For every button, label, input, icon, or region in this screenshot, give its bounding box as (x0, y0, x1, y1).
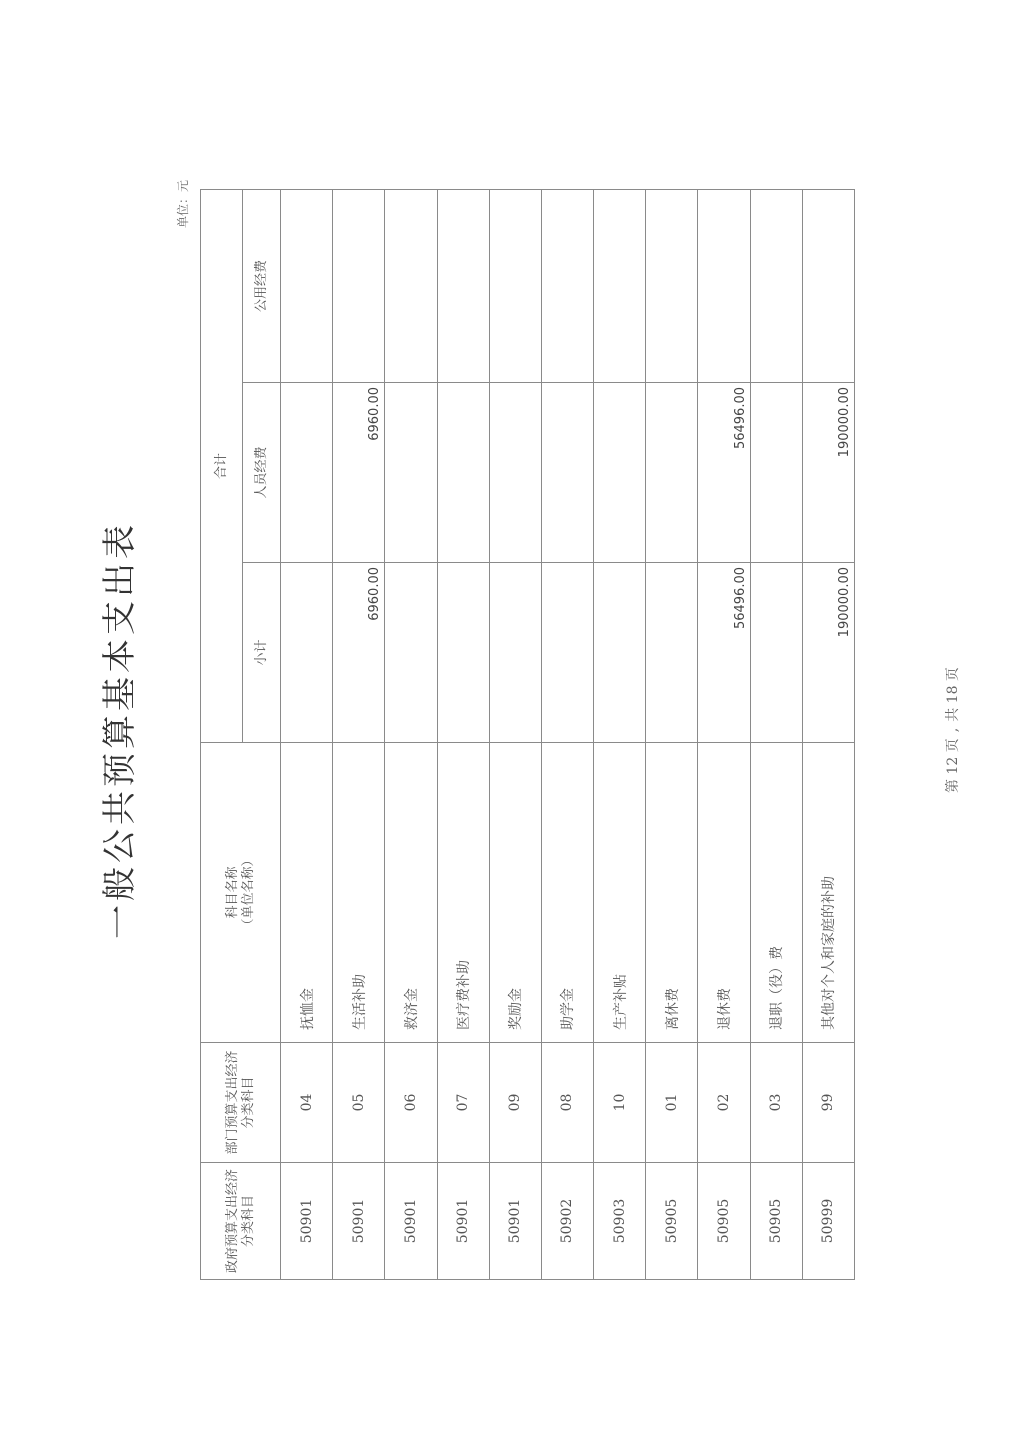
cell-personnel (281, 383, 333, 563)
cell-public (333, 189, 385, 382)
cell-name: 救济金 (385, 743, 437, 1043)
cell-gov-code: 50903 (594, 1163, 646, 1280)
cell-dept-code: 03 (750, 1043, 802, 1163)
cell-personnel (541, 383, 593, 563)
cell-subtotal (594, 563, 646, 743)
cell-subtotal (750, 563, 802, 743)
table-row (333, 189, 385, 1279)
cell-dept-code: 01 (646, 1043, 698, 1163)
rotated-sheet (100, 180, 961, 1280)
cell-gov-code: 50905 (698, 1163, 750, 1280)
header-dept-code: 部门预算支出经济分类科目 (201, 1043, 281, 1163)
cell-name: 助学金 (541, 743, 593, 1043)
cell-public (385, 189, 437, 382)
cell-subtotal (281, 563, 333, 743)
cell-personnel (437, 383, 489, 563)
cell-name: 医疗费补助 (437, 743, 489, 1043)
cell-name: 生产补贴 (594, 743, 646, 1043)
header-name-sub: （单位名称） (240, 853, 256, 932)
unit-label: 单位：元 (176, 180, 190, 229)
cell-subtotal: 6960.00 (333, 563, 385, 743)
cell-subtotal (385, 563, 437, 743)
cell-dept-code: 02 (698, 1043, 750, 1163)
table-row (541, 189, 593, 1279)
table-row (594, 189, 646, 1279)
page-total: 共 18 页 (945, 667, 961, 722)
cell-personnel (750, 383, 802, 563)
cell-dept-code: 06 (385, 1043, 437, 1163)
header-total: 合计 (201, 189, 243, 742)
cell-dept-code: 04 (281, 1043, 333, 1163)
cell-personnel (594, 383, 646, 563)
cell-dept-code: 09 (489, 1043, 541, 1163)
table-header (201, 189, 281, 1279)
cell-public (489, 189, 541, 382)
header-name-main: 科目名称 (224, 866, 240, 919)
cell-public (437, 189, 489, 382)
page-footer (942, 180, 962, 1280)
header-gov-code: 政府预算支出经济分类科目 (201, 1163, 281, 1280)
cell-personnel: 56496.00 (698, 383, 750, 563)
cell-gov-code: 50901 (437, 1163, 489, 1280)
table-row (802, 189, 854, 1279)
cell-subtotal: 56496.00 (698, 563, 750, 743)
table-row (385, 189, 437, 1279)
cell-gov-code: 50901 (385, 1163, 437, 1280)
cell-gov-code: 50905 (646, 1163, 698, 1280)
cell-name: 其他对个人和家庭的补助 (802, 743, 854, 1043)
cell-name: 生活补助 (333, 743, 385, 1043)
table-body (281, 189, 855, 1279)
cell-name: 离休费 (646, 743, 698, 1043)
page-number: 第 12 页 (945, 738, 961, 793)
table-row (698, 189, 750, 1279)
cell-public (281, 189, 333, 382)
cell-subtotal: 190000.00 (802, 563, 854, 743)
cell-public (541, 189, 593, 382)
cell-personnel: 190000.00 (802, 383, 854, 563)
header-name (201, 743, 281, 1043)
cell-subtotal (489, 563, 541, 743)
cell-gov-code: 50901 (489, 1163, 541, 1280)
cell-public (750, 189, 802, 382)
table-row (281, 189, 333, 1279)
cell-dept-code: 08 (541, 1043, 593, 1163)
cell-dept-code: 07 (437, 1043, 489, 1163)
cell-name: 奖励金 (489, 743, 541, 1043)
table-row (646, 189, 698, 1279)
cell-public (802, 189, 854, 382)
cell-dept-code: 99 (802, 1043, 854, 1163)
cell-name: 退职（役）费 (750, 743, 802, 1043)
cell-gov-code: 50901 (281, 1163, 333, 1280)
cell-personnel (646, 383, 698, 563)
cell-public (698, 189, 750, 382)
cell-gov-code: 50999 (802, 1163, 854, 1280)
cell-subtotal (437, 563, 489, 743)
header-personnel: 人员经费 (243, 383, 281, 563)
cell-dept-code: 05 (333, 1043, 385, 1163)
cell-name: 抚恤金 (281, 743, 333, 1043)
cell-subtotal (541, 563, 593, 743)
cell-subtotal (646, 563, 698, 743)
cell-public (646, 189, 698, 382)
cell-public (594, 189, 646, 382)
table-row (750, 189, 802, 1279)
cell-gov-code: 50905 (750, 1163, 802, 1280)
budget-table (200, 189, 855, 1280)
cell-gov-code: 50901 (333, 1163, 385, 1280)
page-title: 一般公共预算基本支出表 (100, 521, 140, 939)
header-public: 公用经费 (243, 189, 281, 382)
cell-dept-code: 10 (594, 1043, 646, 1163)
page-sep: , (945, 727, 961, 733)
cell-personnel: 6960.00 (333, 383, 385, 563)
cell-personnel (489, 383, 541, 563)
cell-personnel (385, 383, 437, 563)
table-row (437, 189, 489, 1279)
table-row (489, 189, 541, 1279)
cell-gov-code: 50902 (541, 1163, 593, 1280)
header-subtotal: 小计 (243, 563, 281, 743)
cell-name: 退休费 (698, 743, 750, 1043)
